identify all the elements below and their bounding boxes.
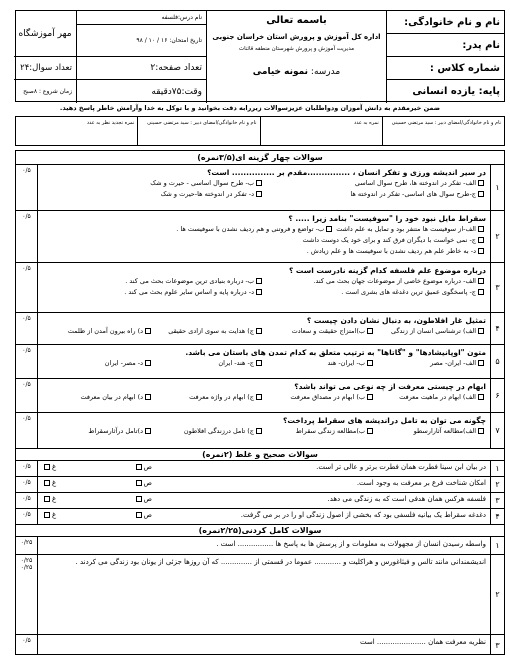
question-text: اندیشمندانی مانند تالس و فیثاغورس و هراکلیت و ............ عموما در قسمتی از .............. که آن روزها جزئی از یونان بود زندگی می کردند .: [75, 558, 486, 566]
question-text: تمثیل غار افلاطون، به دنبال نشان دادن چیست ؟: [306, 316, 486, 325]
header-org: اداره کل آموزش و پرورش استان خراسان جنوبی: [212, 33, 381, 41]
header-dept: مدیریت آموزش و پرورش شهرستان منطقه قائنات: [238, 46, 355, 52]
question-text: نظریه معرفت همان ...................... است: [359, 638, 486, 646]
answer-option[interactable]: الف- ایران- مصر: [375, 358, 486, 369]
true-option[interactable]: ص: [134, 463, 152, 471]
signature-cell: نمره تجدید نظر به عدد: [86, 120, 135, 126]
answer-option[interactable]: الف- تفکر در اندوخته ها، طرح سوال اساسی: [264, 178, 486, 189]
question-text: سقراط مایل نبود خود را "سوفیست" بنامد زیرا ..... ؟: [288, 214, 486, 223]
question-score: ۰/۲۵ ۰/۲۵: [16, 555, 38, 634]
answer-option[interactable]: د- مصر- ایران: [42, 358, 153, 369]
header-title: باسمه تعالی: [266, 15, 327, 26]
question-number: ۳: [490, 263, 504, 312]
tf-row: [16, 461, 504, 477]
question-row: [16, 379, 504, 413]
question-text: چگونه می توان به تامل درانديشه های سقراط پرداخت؟: [283, 416, 486, 425]
question-score: ۰/۵: [16, 635, 38, 655]
class-number-label: شماره کلاس :: [387, 57, 504, 80]
school-stamp: مهر آموزشگاه: [14, 11, 76, 57]
answer-option[interactable]: ب) ابهام در مصداق معرفت: [264, 392, 375, 403]
grade-label: پایه: یازده انسانی: [412, 86, 500, 97]
question-number: ۶: [490, 379, 504, 412]
question-text: در سیر اندیشه ورزی و تفکر انسان ، ...............مقدم بر ............... است؟: [207, 168, 486, 177]
answer-option[interactable]: د) ابهام در بیان معرفت: [42, 392, 153, 403]
answer-option[interactable]: الف) ابهام در ماهیت معرفت: [375, 392, 486, 403]
question-count: تعداد سوال:۲۴: [14, 57, 76, 80]
exam-header: [15, 10, 505, 102]
exam-page: [5, 10, 505, 655]
question-score: ۰/۵: [16, 413, 38, 448]
question-score: ۰/۵: [16, 263, 38, 312]
question-text: درباره موضوع علم فلسفه کدام گزینه نادرست است ؟: [288, 266, 486, 275]
section-mcq-title: سوالات چهار گزینه ای(۳/۵نمره): [16, 151, 504, 165]
question-score: ۰/۵: [16, 345, 38, 378]
signature-cell: نام و نام خانوادگی/امضای دبیر : سید مرتضی حسینی: [137, 117, 259, 145]
page-count: تعداد صفحه:۲: [77, 57, 206, 80]
school-label: مدرسه:: [310, 67, 341, 77]
fill-row: [16, 635, 504, 655]
answer-option[interactable]: ب- درباره بنیادی ترین موضوعات بحث می کند .: [42, 276, 264, 287]
question-number: ۱: [490, 461, 504, 476]
answer-option[interactable]: د)تامل درآثارسقراط: [42, 426, 153, 437]
signature-box: [15, 116, 505, 146]
answer-option[interactable]: ج) ابهام در واژه معرفت: [153, 392, 264, 403]
tf-row: [16, 477, 504, 493]
tf-row: [16, 509, 504, 525]
fill-row: [16, 537, 504, 555]
section-fill-title: سوالات کامل کردنی(۲/۲۵نمره): [16, 525, 504, 537]
question-score: ۰/۵: [16, 509, 38, 524]
answer-option[interactable]: ب- طرح سوال اساسی - حیرت و شک: [42, 178, 264, 189]
question-text: ابهام در چیستی معرفت از چه نوعی می تواند باشد؟: [294, 382, 486, 391]
answer-option[interactable]: الف) ترشناسی انسان از زندگی: [375, 326, 486, 337]
false-option[interactable]: غ: [42, 463, 56, 471]
student-info: [386, 11, 504, 103]
question-number: ۲: [490, 555, 504, 634]
father-label: نام پدر:: [387, 34, 504, 57]
question-row: [16, 313, 504, 345]
answer-option[interactable]: ج- نمی خواست با دیگران فرق کند و برای خود یک دوست داشت: [42, 235, 486, 246]
signature-cell: نمره به عدد: [260, 117, 382, 145]
school-line: [207, 67, 386, 77]
question-row: [16, 211, 504, 263]
question-number: ۳: [490, 635, 504, 655]
question-number: ۴: [490, 313, 504, 344]
question-number: ۱: [490, 165, 504, 210]
answer-option[interactable]: ج-طرح سوال های اساسی- تفکر در اندوخته ها: [264, 189, 486, 200]
questions-table: [15, 150, 505, 655]
answer-option[interactable]: د- درباره پایه و اساس سایر علوم بحث می کند .: [42, 287, 264, 298]
signature-cell: نام و نام خانوادگی/امضای دبیر : سید مرتضی حسینی: [382, 117, 504, 145]
answer-option[interactable]: ج) هدایت به سوی ازادی حقیقی: [153, 326, 264, 337]
question-number: ۳: [490, 493, 504, 508]
true-option[interactable]: ص: [134, 495, 152, 503]
false-option[interactable]: غ: [42, 495, 56, 503]
question-score: ۰/۵: [16, 461, 38, 476]
subject: نام درس:فلسفه: [77, 11, 206, 25]
answer-option[interactable]: ب- ایران- هند: [264, 358, 375, 369]
true-option[interactable]: ص: [134, 479, 152, 487]
question-number: ۲: [490, 211, 504, 262]
question-row: [16, 413, 504, 449]
question-number: ۴: [490, 509, 504, 524]
question-number: ۱: [490, 537, 504, 554]
fill-row: [16, 555, 504, 635]
section-tf-title: سوالات صحیح و غلط (۲نمره): [16, 449, 504, 461]
false-option[interactable]: غ: [42, 511, 56, 519]
exam-time: وقت:۷۵دقیقه: [151, 86, 202, 97]
question-score: ۰/۵: [16, 165, 38, 210]
question-text: متون "اوپانیشادها" و "گاتاها" به ترتیب متعلق به کدام تمدن های باستان می باشد.: [185, 348, 486, 357]
question-text: در بیان ابن سینا فطرت همان فطرت برتر و عالی تر است.: [316, 463, 486, 471]
question-score: ۰/۵: [16, 493, 38, 508]
true-option[interactable]: ص: [134, 511, 152, 519]
question-score: ۰/۵: [16, 477, 38, 492]
header-left: [14, 11, 76, 103]
question-row: [16, 345, 504, 379]
answer-option[interactable]: الف- درباره موضوع خاصی از موضوعات جهان بحث می کند.: [264, 276, 486, 287]
start-time: زمان شروع : ۸صبح: [23, 88, 72, 95]
question-text: امکان شناخت فرع بر معرفت به وجود است.: [356, 479, 486, 487]
school-name: نمونه خیامی: [252, 67, 309, 77]
question-score: ۰/۵: [16, 379, 38, 412]
answer-option[interactable]: الف)مطالعه آثارارسطو: [375, 426, 486, 437]
answer-option[interactable]: د- تفکر در اندوخته ها-حیرت و شک: [42, 189, 264, 200]
question-row: [16, 263, 504, 313]
false-option[interactable]: غ: [42, 479, 56, 487]
answer-option[interactable]: د- به خاطر علم هم ردیف نشدن با سوفیست ها و علم زیادش .: [42, 246, 486, 257]
answer-option[interactable]: ج) تامل درزندگی افلاطون: [153, 426, 264, 437]
header-center: [206, 11, 386, 103]
question-score: ۰/۵: [16, 211, 38, 262]
exam-date: تاریخ امتحان: ۱۶ / ۱۰ / ۹۸: [77, 25, 206, 57]
tf-row: [16, 493, 504, 509]
answer-option[interactable]: ب)امتزاج حقیقت و سعادت: [264, 326, 375, 337]
question-row: [16, 165, 504, 211]
question-text: دغدغه سقراط یک بیانیه فلسفی بود که بخشی از اصول زندگی او را در بر می گرفت.: [240, 511, 486, 519]
name-label: نام و نام خانوادگی:: [387, 11, 504, 34]
answer-option[interactable]: الف-از سوفیست ها متنفر بود و تمایل به علم داشت ب- تواضع و فروتنی و هم ردیف نشدن با سوفیست ها .: [42, 224, 486, 235]
question-text: واسطه رسیدن انسان از مجهولات به معلومات و از پرسش ها به پاسخ ها ................ است .: [216, 540, 486, 548]
answer-option[interactable]: ج- هند- ایران: [153, 358, 264, 369]
question-text: فلسفه هرکس همان هدفی است که به زندگی می دهد.: [327, 495, 486, 503]
question-score: ۰/۲۵: [16, 537, 38, 554]
exam-info: [76, 11, 206, 103]
answer-option[interactable]: د) راه بیرون آمدن از ظلمت: [42, 326, 153, 337]
exam-notice: ضمن خیرمقدم به دانش آموزان ودواطلبان عزیزسوالات زیررابه دقت بخوانید و با توکل به خدا وآرامش خاطر پاسخ دهید.: [59, 104, 441, 112]
question-number: ۷: [490, 413, 504, 448]
answer-option[interactable]: ج- پاسخگوی عمیق ترین دغدغه های بشری است .: [264, 287, 486, 298]
answer-option[interactable]: ب)مطالعه زندگی سقراط: [264, 426, 375, 437]
question-number: ۵: [490, 345, 504, 378]
question-score: ۰/۵: [16, 313, 38, 344]
question-number: ۲: [490, 477, 504, 492]
